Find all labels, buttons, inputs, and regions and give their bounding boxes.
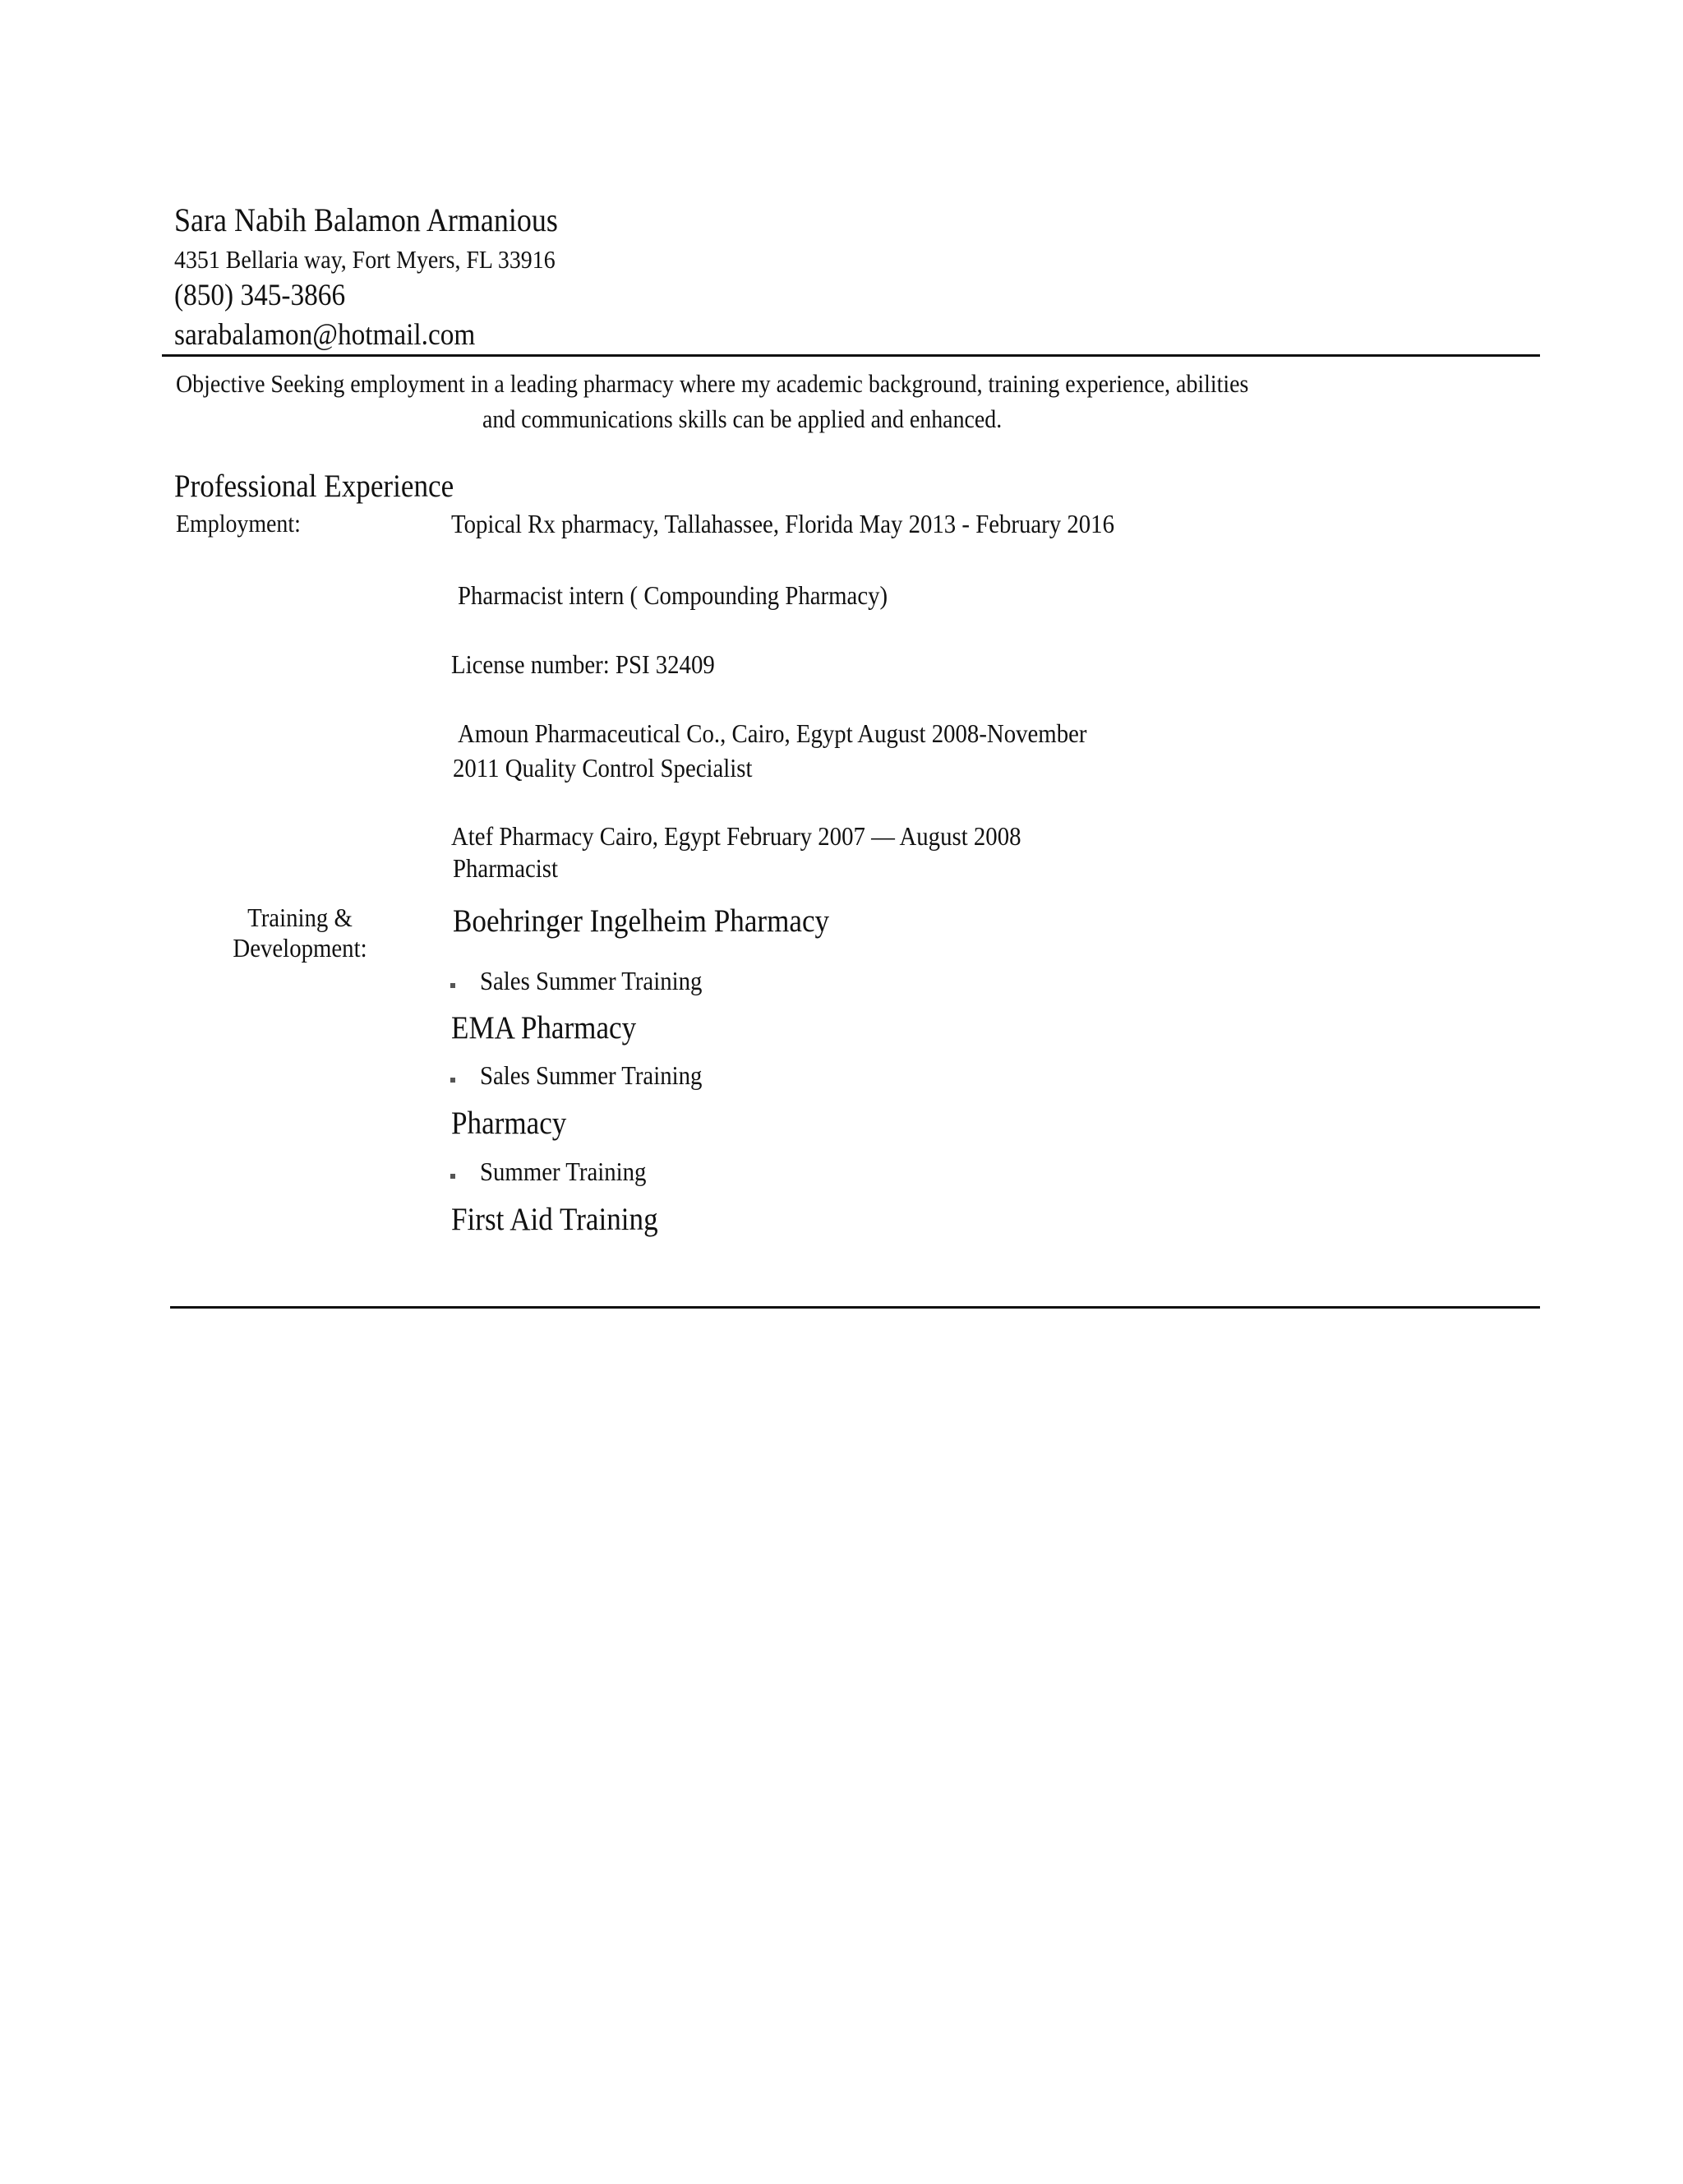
section-heading-experience: Professional Experience	[174, 469, 454, 504]
objective-line-1: Objective Seeking employment in a leading pharmacy where my academic background, training experience, abilities	[176, 369, 1249, 398]
bullet-icon	[450, 1174, 455, 1179]
employment-entry: 2011 Quality Control Specialist	[453, 753, 753, 783]
training-org: Boehringer Ingelheim Pharmacy	[453, 903, 830, 939]
header-divider	[162, 354, 1540, 357]
bullet-icon	[450, 1078, 455, 1083]
footer-divider	[170, 1306, 1540, 1309]
training-label-line-2: Development:	[233, 933, 367, 963]
employment-entry: Pharmacist intern ( Compounding Pharmacy)	[458, 580, 888, 610]
address: 4351 Bellaria way, Fort Myers, FL 33916	[174, 245, 556, 274]
objective-line-2: and communications skills can be applied and enhanced.	[482, 404, 1003, 433]
applicant-name: Sara Nabih Balamon Armanious	[174, 201, 558, 238]
training-detail: Sales Summer Training	[480, 1060, 703, 1090]
employment-entry: Topical Rx pharmacy, Tallahassee, Florida May 2013 - February 2016	[451, 509, 1114, 538]
training-detail: Sales Summer Training	[480, 966, 703, 995]
phone: (850) 345-3866	[174, 279, 346, 312]
employment-entry: License number: PSI 32409	[451, 649, 715, 679]
training-org: EMA Pharmacy	[451, 1010, 637, 1046]
employment-entry: Amoun Pharmaceutical Co., Cairo, Egypt August 2008-November	[458, 718, 1087, 748]
training-label-line-1: Training &	[247, 903, 353, 932]
training-org: First Aid Training	[451, 1202, 658, 1237]
employment-entry: Pharmacist	[453, 853, 558, 883]
employment-label: Employment:	[176, 509, 301, 538]
training-detail: Summer Training	[480, 1157, 647, 1186]
email: sarabalamon@hotmail.com	[174, 318, 476, 352]
employment-entry: Atef Pharmacy Cairo, Egypt February 2007 — August 2008	[451, 821, 1021, 851]
bullet-icon	[450, 983, 455, 988]
training-org: Pharmacy	[451, 1106, 567, 1141]
